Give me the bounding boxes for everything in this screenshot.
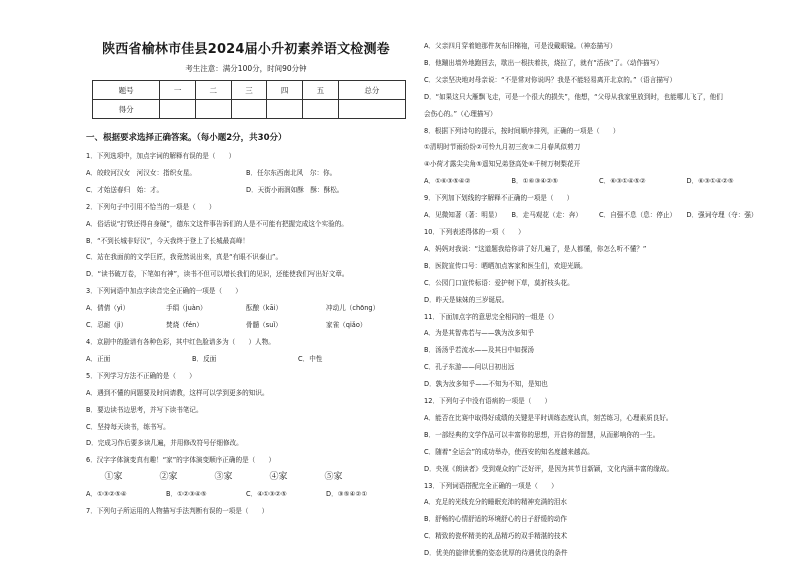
option: A．能否在比赛中取得好成绩的关键是平时训练态度认真，刻苦练习，心理素质良好。 <box>424 413 673 422</box>
question-stem: 13．下列词语搭配完全正确的一项是（ ） <box>424 481 558 490</box>
option: C．自强不息（息：停止） <box>599 211 677 220</box>
option: A．①⑥③⑤④② <box>424 177 471 186</box>
option: B．舒畅的心情舒适的环境舒心的日子舒缓的动作 <box>424 515 567 524</box>
option: D．央视《朗读者》受到观众的广泛好评，是因为其节目新颖，文化内涵丰富的缘故。 <box>424 464 674 473</box>
option: B．走马观花（走：奔） <box>511 211 582 220</box>
score-input-cell[interactable] <box>231 100 267 119</box>
option-row <box>424 207 774 224</box>
score-input-cell[interactable] <box>338 100 405 119</box>
question-stem: 10．下列表述得体的一项（ ） <box>424 227 525 236</box>
option: B．要边读书边思考，并写下读书笔记。 <box>86 405 203 414</box>
poem-line: ①清明时节雨纷纷②可怜九月初三夜③二月春风似剪刀 <box>424 143 581 152</box>
score-input-cell[interactable] <box>303 100 339 119</box>
question-stem: 7．下列句子所运用的人物描写手法判断有误的一项是（ ） <box>86 507 269 516</box>
option: C．公园门口宣传标语：爱护树下草，莫折枝头花。 <box>424 278 574 287</box>
option: D．完成习作后要多读几遍，并用修改符号仔细修改。 <box>86 439 243 448</box>
option: B．汤汤乎若流水——及其日中如探汤 <box>424 346 535 355</box>
option: C．站在我面前的文学巨匠，我竟然说出来，真是“有眼不识泰山”。 <box>86 253 283 262</box>
poem-line: ④小荷才露尖尖角⑤遥知兄弟登高处⑥千树万树梨花开 <box>424 160 581 169</box>
option: 手绢（juàn） <box>166 304 207 313</box>
option: D．孰为汝多知乎——不知为不知，是知也 <box>424 380 548 389</box>
option: 酝酿（kāi） <box>246 304 283 313</box>
question-stem: 1．下列选项中，加点字词的解释有误的是（ ） <box>86 152 236 160</box>
left-column <box>86 38 406 520</box>
option: A．见微知著（著：明显） <box>424 211 502 220</box>
question-stem: 5．下列学习方法不正确的是（ ） <box>86 371 196 380</box>
score-cell: 二 <box>195 81 231 100</box>
option-row <box>86 182 406 199</box>
score-cell: 得分 <box>93 100 160 119</box>
option: A．为是其智弗若与——孰为汝多知乎 <box>424 329 535 338</box>
option: B．反面 <box>192 354 217 363</box>
question-stem: 2．下列句子中引用不恰当的一项是（ ） <box>86 202 216 211</box>
option: D．昨天是妹妹的三岁诞辰。 <box>424 295 509 304</box>
score-table <box>92 80 406 119</box>
score-input-cell[interactable] <box>195 100 231 119</box>
option: B．一部经典的文学作品可以丰富你的思想，开启你的智慧，从而影响你的一生。 <box>424 430 660 439</box>
question-stem: 3．下列词语中加点字读音完全正确的一项是（ ） <box>86 287 242 296</box>
option: C．⑥③①④⑤② <box>599 177 646 186</box>
page-title: 陕西省榆林市佳县2024届小升初素养语文检测卷 <box>102 42 390 57</box>
glyph-row <box>86 469 406 486</box>
option: B．①⑥③④②⑤ <box>511 177 559 186</box>
glyph: ④家 <box>269 472 288 483</box>
option: D．⑥③①④②⑤ <box>686 177 734 186</box>
score-table-header-row <box>93 81 406 100</box>
option-row <box>86 300 406 317</box>
question-stem: 8．根据下列诗句的提示，按时间顺序排列，正确的一项是（ ） <box>424 126 620 135</box>
score-cell: 题号 <box>93 81 160 100</box>
score-cell: 四 <box>267 81 303 100</box>
score-cell: 总分 <box>338 81 405 100</box>
option: A．倩倩（yì） <box>86 304 130 313</box>
option: B．医院宣传口号：晒晒加点客家和医生们，欢迎光顾。 <box>424 261 587 270</box>
option: C．精致的瓷杯精美的礼品精巧的双手精湛的技术 <box>424 532 568 541</box>
glyph: ①家 <box>104 472 123 483</box>
option: D．“如果这只大雁飘飞走，可是一个很大的损失”，他想，“父母从我家里放到时，也能哪儿飞了，他们 <box>424 92 723 101</box>
question-stem: 12．下列句子中没有语病的一项是（ ） <box>424 397 552 406</box>
option: D．③⑤④②① <box>326 490 368 499</box>
option: D．强词夺理（夺：强） <box>686 211 758 220</box>
score-input-cell[interactable] <box>267 100 303 119</box>
option: C．忍耐（jì） <box>86 321 128 330</box>
question-stem: 9．下列加下划线的字解释不正确的一项是（ ） <box>424 194 574 203</box>
option: B．他蹦出墙外地跑回去，歇出一根扶着扶，烧拉了，就有“活孩”了。（动作描写） <box>424 58 663 67</box>
option: C．随着“全运会”的成功举办，使西安的知名度越来越高。 <box>424 447 594 456</box>
option: A．①③②⑤④ <box>86 490 127 499</box>
option: C．中性 <box>298 354 323 363</box>
option: C．才始送春归 始：才。 <box>86 185 164 194</box>
option: 家雀（qiǎo） <box>326 321 367 330</box>
question-stem: 6．汉字字体演变真有趣！“家”的字体演变顺序正确的是（ ） <box>86 456 276 465</box>
option: 会伤心的。”（心理描写） <box>424 109 497 118</box>
option: B．“不到长城非好汉”，今天我终于登上了长城最高峰！ <box>86 236 250 245</box>
option: A．充足的光线充分的睡眠充沛的精神充满的泪水 <box>424 498 567 507</box>
exam-notice: 考生注意：满分100分，时间90分钟 <box>185 64 307 73</box>
option: B．①②③④⑤ <box>166 490 207 499</box>
option: 骨髓（suǐ） <box>246 321 282 330</box>
question-stem: 11．下面加点字的意思完全相同的一组是（） <box>424 312 558 321</box>
question-stem: 4．京剧中的脸谱有各种色彩，其中红色脸谱多为（ ）人物。 <box>86 337 275 346</box>
score-cell: 五 <box>303 81 339 100</box>
option: A．俗话说“打铁还得自身硬”，德东文这件事告诉们的人是不可能有把握完成这个实验的。 <box>86 219 348 228</box>
option-row <box>424 173 774 190</box>
glyph: ③家 <box>214 472 233 483</box>
option: A．父亲四月穿着她那件灰布旧棉袍，可是没戴眼镜。（神态描写） <box>424 42 617 50</box>
option: A．皎皎河汉女 河汉女：指织女星。 <box>86 168 197 177</box>
option: C．④①③②⑤ <box>246 490 287 499</box>
score-table-score-row <box>93 100 406 119</box>
option: C．坚持每天读书，练书写。 <box>86 422 170 431</box>
option: C．父亲坚决地对母亲说：“不是常对你说吗？我是不能轻易离开北京的。”（语言描写） <box>424 75 677 84</box>
right-column <box>424 38 774 562</box>
score-input-cell[interactable] <box>160 100 196 119</box>
option: D．优美的旋律优雅的姿态优厚的待遇优良的条件 <box>424 549 568 558</box>
option-row <box>86 486 406 503</box>
option: A．妈妈对我说：“这道题我给你讲了好几遍了，是人都懂，你怎么听不懂？” <box>424 244 647 253</box>
glyph: ②家 <box>159 472 178 483</box>
score-cell: 三 <box>231 81 267 100</box>
option: A．遇到不懂的问题要及时问请教，这样可以学到更多的知识。 <box>86 388 269 397</box>
glyph: ⑤家 <box>324 472 343 483</box>
option: C．孔子东游——问以日初出远 <box>424 363 515 372</box>
option: 焚烧（fén） <box>166 321 203 330</box>
option: 冲动儿（chōng） <box>326 304 380 313</box>
option-row <box>86 317 406 334</box>
option-row <box>86 165 406 182</box>
option: B．任尔东西南北风 尔：你。 <box>246 168 337 177</box>
option: D．天街小雨润如酥 酥：酥松。 <box>246 185 344 194</box>
score-cell: 一 <box>160 81 196 100</box>
option-row <box>86 351 406 368</box>
option: A．正面 <box>86 354 111 363</box>
option: D．“读书破万卷，下笔如有神”，读书不但可以增长我们的见识，还能使我们写出好文章。 <box>86 270 349 279</box>
section-heading: 一、根据要求选择正确答案。（每小题2分，共30分） <box>86 133 287 143</box>
